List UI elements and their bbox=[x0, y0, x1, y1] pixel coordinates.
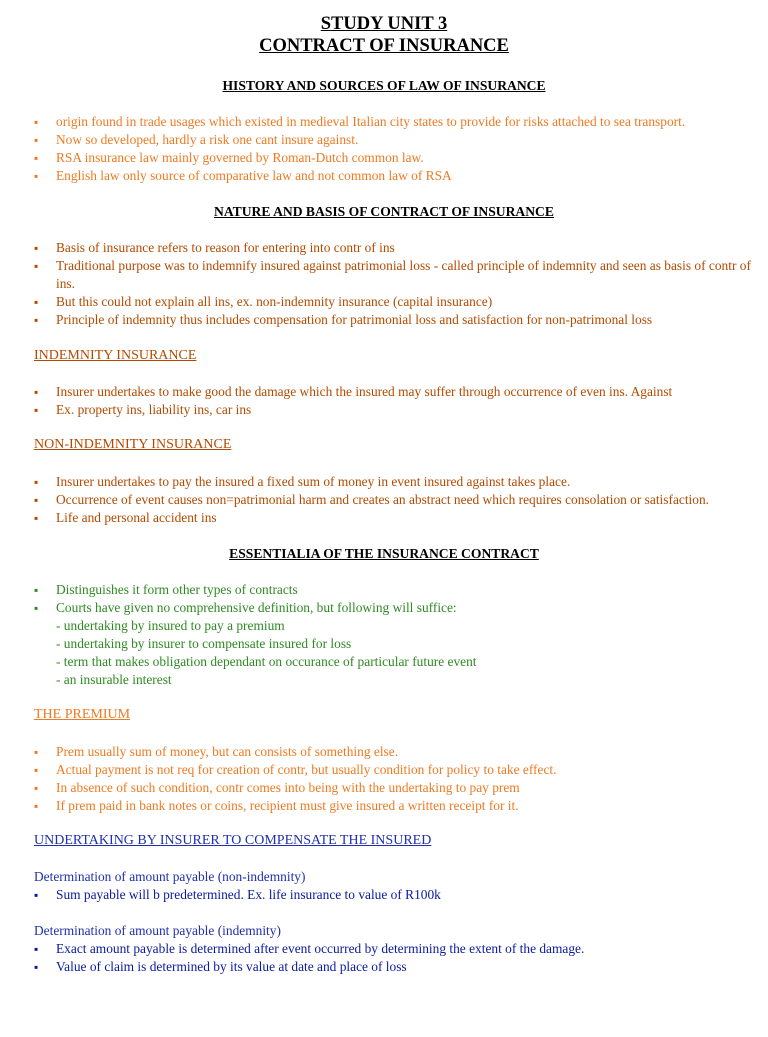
indemnity-determination-list bbox=[0, 940, 768, 976]
undertaking-heading: UNDERTAKING BY INSURER TO COMPENSATE THE INSURED bbox=[34, 833, 432, 848]
list-item: ▪ Life and personal accident ins bbox=[34, 510, 217, 525]
bullet-icon: ▪ bbox=[34, 475, 39, 489]
essentialia-subitem: - undertaking by insured to pay a premium bbox=[56, 618, 285, 633]
essentialia-subitem: - an insurable interest bbox=[56, 672, 172, 687]
bullet-icon: ▪ bbox=[34, 960, 39, 974]
list-item: ▪ If prem paid in bank notes or coins, recipient must give insured a written receipt for it. bbox=[34, 798, 519, 813]
nature-list bbox=[0, 239, 768, 329]
list-item: ▪ Distinguishes it form other types of contracts bbox=[34, 582, 298, 597]
essentialia-heading: ESSENTIALIA OF THE INSURANCE CONTRACT bbox=[229, 546, 539, 561]
list-item: ▪ English law only source of comparative law and not common law of RSA bbox=[34, 168, 452, 183]
bullet-icon: ▪ bbox=[34, 888, 39, 902]
bullet-icon: ▪ bbox=[34, 259, 39, 273]
premium-list bbox=[0, 743, 768, 815]
list-item: ▪ Insurer undertakes to make good the damage which the insured may suffer through occurrence of even ins. Against bbox=[34, 384, 673, 399]
bullet-icon: ▪ bbox=[34, 151, 39, 165]
list-item: ▪ Insurer undertakes to pay the insured a fixed sum of money in event insured against takes place. bbox=[34, 474, 571, 489]
nature-heading: NATURE AND BASIS OF CONTRACT OF INSURANCE bbox=[214, 204, 554, 219]
list-item: ▪ Actual payment is not req for creation of contr, but usually condition for policy to take effect. bbox=[34, 762, 557, 777]
bullet-icon: ▪ bbox=[34, 942, 39, 956]
indemnity-list bbox=[0, 383, 768, 419]
list-item: ▪ Principle of indemnity thus includes compensation for patrimonial loss and satisfaction for non-patrimonal loss bbox=[34, 312, 653, 327]
list-item: ▪ Now so developed, hardly a risk one cant insure against. bbox=[34, 132, 359, 147]
bullet-icon: ▪ bbox=[34, 781, 39, 795]
list-item: ▪ Sum payable will b predetermined. Ex. life insurance to value of R100k bbox=[34, 887, 441, 902]
indemnity-determination-label: Determination of amount payable (indemnity) bbox=[34, 923, 281, 938]
bullet-icon: ▪ bbox=[34, 313, 39, 327]
bullet-icon: ▪ bbox=[34, 403, 39, 417]
contract-title: CONTRACT OF INSURANCE bbox=[259, 36, 509, 56]
history-heading: HISTORY AND SOURCES OF LAW OF INSURANCE bbox=[222, 78, 546, 93]
list-item: ▪ Value of claim is determined by its value at date and place of loss bbox=[34, 959, 407, 974]
list-item: ▪ origin found in trade usages which existed in medieval Italian city states to provide for risks attached to sea transport. bbox=[34, 114, 686, 129]
indemnity-heading: INDEMNITY INSURANCE bbox=[34, 348, 197, 363]
bullet-icon: ▪ bbox=[34, 295, 39, 309]
document-page bbox=[0, 13, 768, 1037]
bullet-icon: ▪ bbox=[34, 583, 39, 597]
list-item: ▪ Basis of insurance refers to reason for entering into contr of ins bbox=[34, 240, 395, 255]
list-item: ▪ In absence of such condition, contr comes into being with the undertaking to pay prem bbox=[34, 780, 520, 795]
bullet-icon: ▪ bbox=[34, 385, 39, 399]
bullet-icon: ▪ bbox=[34, 241, 39, 255]
bullet-icon: ▪ bbox=[34, 511, 39, 525]
list-item: ▪ RSA insurance law mainly governed by Roman-Dutch common law. bbox=[34, 150, 424, 165]
list-item: ▪ Traditional purpose was to indemnify insured against patrimonial loss - called principle of indemnity and seen as basis of contr of ins. bbox=[34, 258, 751, 291]
bullet-icon: ▪ bbox=[34, 799, 39, 813]
non-indemnity-heading: NON-INDEMNITY INSURANCE bbox=[34, 437, 232, 452]
non-indemnity-determination-label: Determination of amount payable (non-indemnity) bbox=[34, 869, 306, 884]
list-item: ▪ But this could not explain all ins, ex. non-indemnity insurance (capital insurance) bbox=[34, 294, 493, 309]
bullet-icon: ▪ bbox=[34, 601, 39, 615]
bullet-icon: ▪ bbox=[34, 745, 39, 759]
essentialia-subitem: - undertaking by insurer to compensate insured for loss bbox=[56, 636, 352, 651]
list-item: ▪ Courts have given no comprehensive definition, but following will suffice: bbox=[34, 600, 457, 615]
bullet-icon: ▪ bbox=[34, 133, 39, 147]
essentialia-subitem: - term that makes obligation dependant on occurance of particular future event bbox=[56, 654, 477, 669]
non-indemnity-determination-list bbox=[0, 886, 768, 904]
list-item: ▪ Prem usually sum of money, but can consists of something else. bbox=[34, 744, 399, 759]
history-list bbox=[0, 113, 768, 185]
study-unit-title: STUDY UNIT 3 bbox=[320, 14, 448, 34]
list-item: ▪ Ex. property ins, liability ins, car ins bbox=[34, 402, 252, 417]
essentialia-list bbox=[0, 581, 768, 617]
non-indemnity-list bbox=[0, 473, 768, 527]
bullet-icon: ▪ bbox=[34, 763, 39, 777]
premium-heading: THE PREMIUM bbox=[34, 707, 131, 722]
bullet-icon: ▪ bbox=[34, 493, 39, 507]
list-item: ▪ Occurrence of event causes non=patrimonial harm and creates an abstract need which requires consolation or satisfaction. bbox=[34, 492, 710, 507]
list-item: ▪ Exact amount payable is determined after event occurred by determining the extent of the damage. bbox=[34, 941, 585, 956]
bullet-icon: ▪ bbox=[34, 169, 39, 183]
bullet-icon: ▪ bbox=[34, 115, 39, 129]
